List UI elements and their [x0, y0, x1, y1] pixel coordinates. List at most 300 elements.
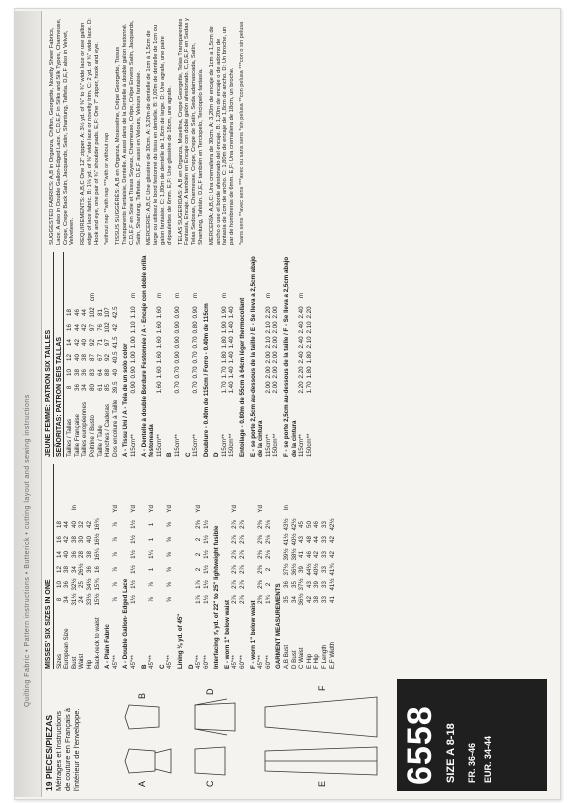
row-label: 150cm**	[272, 433, 280, 457]
row-value: 0.90	[173, 351, 181, 364]
row-value: 48	[305, 536, 313, 543]
row-value: 1⅞	[195, 595, 203, 604]
row-value: 16	[66, 324, 74, 331]
row-label: 115cm**	[192, 434, 200, 457]
row-value: 1¼	[148, 550, 156, 559]
row-value: 0.70	[173, 381, 181, 394]
row-value: 2.00	[272, 336, 280, 349]
table-row	[130, 464, 138, 669]
row-value: 1.10	[129, 321, 137, 334]
row-value: 2.40	[298, 351, 306, 364]
row-value: 1.40	[228, 306, 236, 319]
row-value: 33	[321, 581, 328, 588]
row-unit: Yd	[166, 505, 174, 513]
row-value: 80	[88, 384, 96, 391]
row-value: 34	[290, 596, 298, 603]
row-value: 42	[305, 596, 313, 603]
row-unit	[86, 505, 94, 517]
row-value: 45	[298, 521, 306, 528]
jeune-metrage	[122, 252, 313, 457]
suggested-fabrics: SUGGESTED FABRICS: A,B in Organza, Chiffon, Georgette, Novelty Sheer Fabrics, Lace. A also in Double Gallon-Edged Lace. C,D,E,F in Silks and Silk Types, Charmeuse, Crepe, Crepe Back Satin, Jacquards, Satin, Shantung, Taffeta. D,E,F also in Velvet, Velveteen.	[49, 18, 76, 245]
row-value: 0.90	[173, 321, 181, 334]
row-value: 2⅞	[239, 595, 247, 604]
row-value: 1.80	[220, 351, 228, 364]
row-label: Tailles / Tallas	[66, 418, 74, 457]
table-row	[71, 464, 79, 669]
table-row	[231, 464, 239, 669]
row-value: 8	[66, 385, 74, 390]
row-value: 64	[96, 369, 104, 376]
row-value: 1¾	[264, 595, 272, 604]
table-row	[195, 464, 203, 669]
row-value: 40	[73, 354, 81, 361]
telas-sugeridas: TELAS SUGERIDAS: A,B en Organza, Muselina, Crepe Georgette, Telas Transparentes Fantasía, Encaje. A también en Encaje con doble galón afestonado. C,D,E,F en Sedas y Telas Sedosas, Charmeuse, Crepe, Crepe de Satín, Seda adamascada, Satín, Shantung, Tafetán. D,E,F también en Terciopelo, Terciopelo fantasía.	[177, 18, 204, 245]
row-value: 36	[85, 566, 93, 573]
row-value: 1.60	[155, 381, 163, 394]
row-label: 60"**	[202, 655, 210, 669]
row-unit	[291, 505, 299, 517]
row-value: 16	[55, 536, 63, 543]
row-value: 10	[66, 369, 74, 376]
row-value: 1½	[129, 535, 137, 544]
row-value: 2⅞	[239, 565, 247, 574]
row-value: 40	[81, 339, 89, 346]
misses-column	[45, 464, 336, 669]
row-unit	[104, 293, 112, 305]
pattern-number: 6558	[401, 705, 439, 785]
misses-notes: *without nap **with nap ***with or without nap	[103, 132, 110, 245]
row-value: 44½	[305, 563, 313, 576]
row-value: 42	[111, 324, 119, 331]
row-value: 40	[111, 369, 119, 376]
row-value: 2.00	[264, 366, 272, 379]
section-title: Doublure - 0.40m de 115cm / Forro - 0.40m de 115cm	[202, 303, 210, 457]
row-label: Hanches / Caderas	[104, 404, 112, 457]
row-value: 40	[70, 521, 78, 528]
misses-yardage	[104, 464, 272, 669]
row-value: 2⅛	[264, 550, 272, 559]
row-value: 33	[321, 521, 328, 528]
row-label: Back-neck to waist	[93, 617, 101, 669]
row-value: 1	[148, 522, 156, 527]
row-value: 0.70	[192, 366, 200, 379]
row-unit	[63, 505, 71, 517]
row-value: 85	[104, 384, 112, 391]
row-value: 1½	[129, 550, 137, 559]
row-value: 1.40	[228, 366, 236, 379]
row-unit	[298, 505, 306, 517]
row-value: 2.40	[298, 321, 306, 334]
row-value: ⅞	[111, 581, 119, 588]
pieces-block	[45, 683, 81, 791]
row-label: E Hip	[305, 653, 313, 669]
row-value: 2⅞	[239, 550, 247, 559]
row-value: 43½	[283, 518, 291, 531]
row-value: 16½	[93, 533, 101, 546]
row-value: 40½	[313, 563, 321, 576]
row-value: 1.70	[305, 381, 313, 394]
row-value: 2⅞	[239, 535, 247, 544]
mercerie: MERCERIE: A,B,C Une glissière de 30cm. A: 3,20m de dentelle de 1cm à 1,5cm de large ou utilisez le bord festonné du tissu en dentelle. B: 1,00m de dentelle de 1cm ou galon fantaisie. C: 1,80m de dentelle de 1,8cm de large. D: Une agrafe, une paire d'épaulettes de 6mm. E,F: Une glissière de 18cm, une agrafe.	[146, 24, 173, 245]
row-label: 115cm**	[155, 434, 163, 457]
table-row	[283, 464, 291, 669]
row-value: 2.00	[272, 306, 280, 319]
row-value: 1.60	[155, 321, 163, 334]
row-unit: m	[173, 293, 181, 299]
row-value: 2⅜	[257, 595, 265, 604]
tissus-suggeres: TISSUS SUGGÉRÉS: A,B en Organza, Mousseline, Crêpe Georgette, Tissus Transparents Fantaisie, Dentelle. A aussi dans de la Dentelle à double galon festonné. C,D,E,F en Soie et Tissus Soyeux, Charmeuse, Crêpe, Crêpe Envers Satin, Jacquards, Satin, Shantung, Taffetas. D,E,F aussi en Velours, Velours fantaisie.	[115, 20, 142, 245]
row-value: 2.00	[272, 381, 280, 394]
row-value: ⅝	[166, 521, 174, 528]
view-illustrations	[115, 673, 395, 791]
row-value: ⅞	[148, 581, 156, 588]
row-value: 0.90	[192, 306, 200, 319]
row-label: D Bust	[290, 650, 298, 669]
row-label: 60"**	[239, 655, 247, 669]
row-value: 33	[321, 566, 328, 573]
row-value: 39	[313, 581, 321, 588]
table-row	[166, 464, 174, 669]
row-value: 2⅜	[257, 580, 265, 589]
row-value: 2.10	[264, 336, 272, 349]
section-title: D	[213, 452, 221, 457]
row-value: 2⅞	[231, 520, 239, 529]
row-label: Taille / Talle	[96, 425, 104, 457]
row-value: 2⅜	[257, 520, 265, 529]
row-value: 2.10	[264, 321, 272, 334]
row-unit	[313, 505, 321, 517]
row-value: 1.40	[228, 381, 236, 394]
row-value: ⅞	[111, 596, 119, 603]
row-value: ⅞	[148, 596, 156, 603]
row-value: 2⅞	[231, 580, 239, 589]
row-value: 2.10	[305, 336, 313, 349]
section-title: B	[166, 452, 174, 457]
row-value: ⅝	[166, 536, 174, 543]
row-value: 33	[321, 596, 328, 603]
row-value: 33	[321, 536, 328, 543]
row-label: 150cm**	[305, 433, 313, 457]
row-value: 41½	[283, 533, 291, 546]
row-unit	[94, 505, 102, 517]
row-value: 1.60	[155, 351, 163, 364]
section-title: Interfacing ⅞ yd. of 22" to 25" lightweight fusible	[213, 525, 221, 669]
row-value: 67	[96, 354, 104, 361]
row-unit: Yd	[129, 505, 137, 513]
row-value: 36	[70, 551, 78, 558]
table-row	[97, 252, 105, 457]
row-value: 34	[63, 596, 71, 603]
row-value: 2	[195, 537, 203, 542]
row-value: 2.20	[298, 381, 306, 394]
table-row	[203, 464, 211, 669]
table-row	[94, 464, 102, 669]
row-value: 1½	[202, 550, 210, 559]
size-eur: EUR. 34-44	[483, 735, 493, 783]
row-unit	[78, 505, 86, 517]
row-value: 0.70	[173, 366, 181, 379]
merceria: MERCERÍA: A,B,C: Una cremallera de 30cm. A: 3,20m de encaje de 1cm a 1,5cm de ancho o use el borde afestonado del encaje. B: 1,20m de encaje o de adorno de fantasía de 1cm de ancho. C: 1,80m de encaje de 1,8cm de ancho. D: Un broche, un par de hombreras de 6mm. E,F: Una cremallera de 18cm, un broche.	[208, 26, 236, 245]
row-value: 2⅞	[231, 550, 239, 559]
row-value: 61	[96, 384, 104, 391]
row-value: 42.5	[111, 306, 119, 319]
row-unit	[239, 505, 247, 517]
row-value: 102	[88, 307, 96, 318]
view-c-sketch	[195, 747, 225, 775]
row-value: 2⅜	[257, 535, 265, 544]
row-value: 2⅞	[231, 595, 239, 604]
row-label: Bust	[70, 656, 78, 669]
row-value: 81	[96, 309, 104, 316]
row-value: 1.40	[228, 351, 236, 364]
row-value: ⅝	[166, 596, 174, 603]
row-value: 1½	[202, 535, 210, 544]
table-row	[81, 252, 89, 457]
table-row	[257, 464, 265, 669]
row-value: 2⅝	[195, 520, 203, 529]
row-value: 1½	[202, 565, 210, 574]
table-row	[265, 252, 273, 457]
row-unit	[321, 505, 329, 517]
row-value: 16	[93, 566, 101, 573]
row-value: 14	[66, 339, 74, 346]
view-letter: B	[137, 692, 147, 699]
row-value: 38	[73, 369, 81, 376]
row-unit	[74, 293, 82, 305]
row-value: ⅞	[111, 536, 119, 543]
row-label: A,B Bust	[283, 644, 291, 669]
pieces-line: Métrages et Instructions	[54, 710, 63, 791]
row-label: 45"**	[148, 655, 156, 669]
row-label: Tailles européennes	[81, 401, 89, 457]
row-value: 76	[96, 324, 104, 331]
row-label: 60"**	[264, 655, 272, 669]
row-value: 42½	[328, 518, 336, 531]
row-value: 32	[78, 521, 86, 528]
section-title: A - Tissu Uni / A - Tela de un solo color	[122, 343, 130, 457]
row-value: 0.90	[173, 306, 181, 319]
row-value: 42	[85, 521, 93, 528]
section-title: A - Plain Fabric	[104, 624, 112, 669]
row-value: 33½	[85, 593, 93, 606]
row-value: ⅞	[111, 566, 119, 573]
row-value: 41	[328, 596, 336, 603]
pieces-line: de couture en Français à	[63, 708, 72, 791]
row-value: 44	[313, 536, 321, 543]
row-value: 38	[81, 354, 89, 361]
row-value: 1⅞	[195, 580, 203, 589]
row-value: 102	[104, 322, 112, 333]
row-unit: m	[129, 293, 137, 299]
row-unit: In	[70, 505, 78, 511]
row-value: 71	[96, 339, 104, 346]
row-value: 2⅞	[231, 535, 239, 544]
row-unit	[81, 293, 89, 305]
row-label: Hip	[85, 659, 93, 669]
row-value: 2⅛	[264, 535, 272, 544]
row-label: 45"**	[195, 655, 203, 669]
row-value: 36	[63, 581, 71, 588]
table-row	[192, 252, 200, 457]
row-unit	[112, 293, 120, 305]
table-row	[298, 252, 306, 457]
row-value: 50	[305, 521, 313, 528]
row-value: 97	[104, 339, 112, 346]
row-value: 1.40	[228, 336, 236, 349]
row-value: 41½	[328, 578, 336, 591]
row-unit	[56, 505, 64, 517]
view-letter: D	[205, 688, 215, 695]
row-label: C Waist	[298, 647, 306, 669]
row-value: 83	[88, 369, 96, 376]
top-strip	[15, 11, 42, 797]
row-value: 44	[81, 309, 89, 316]
row-value: 12	[66, 354, 74, 361]
table-row	[74, 252, 82, 457]
table-row	[156, 252, 164, 457]
row-value: 35	[290, 581, 298, 588]
table-row	[221, 252, 229, 457]
row-label: 45"**	[257, 655, 265, 669]
row-value: 36½	[298, 593, 306, 606]
row-value: 41	[298, 551, 306, 558]
garment-header: GARMENT MEASUREMENTS	[275, 583, 283, 669]
section-title: Entoilage - 0.80m de 55cm à 64cm léger thermocollant	[239, 297, 247, 457]
row-unit: Yd	[231, 505, 239, 513]
row-value: 28	[78, 551, 86, 558]
row-label: Waist	[78, 653, 86, 669]
row-label: F Length	[321, 644, 328, 669]
row-value: 2.00	[272, 351, 280, 364]
table-row	[239, 464, 247, 669]
row-value: 40.5	[111, 351, 119, 364]
row-label: 45"**	[111, 655, 119, 669]
row-value: 1½	[129, 565, 137, 574]
row-value: 10	[55, 581, 63, 588]
pieces-title: 19 PIECES/PIEZAS	[44, 714, 54, 791]
garment-table	[283, 464, 336, 669]
row-label: 115cm**	[129, 434, 137, 457]
table-row	[89, 252, 97, 457]
row-value: 18	[55, 521, 63, 528]
row-value: 26½	[78, 563, 86, 576]
table-row	[306, 464, 314, 669]
row-unit: Yd	[257, 505, 265, 513]
row-label: 115cm**	[173, 434, 181, 457]
row-label: 150cm**	[228, 433, 236, 457]
row-unit: m	[264, 293, 272, 299]
row-value: 37½	[283, 563, 291, 576]
row-value: 42½	[290, 518, 298, 531]
view-letter: F	[317, 685, 327, 691]
row-value: 0.90	[173, 336, 181, 349]
row-value: 33	[321, 551, 328, 558]
row-unit: m	[298, 293, 306, 299]
row-value: 1½	[202, 595, 210, 604]
row-value: 39.5	[111, 381, 119, 394]
row-value: 36	[283, 581, 291, 588]
row-unit	[329, 505, 337, 517]
row-value: 2⅛	[264, 520, 272, 529]
row-label: F Hip	[313, 654, 321, 669]
misses-header: MISSES' SIX SIZES IN ONE	[45, 464, 54, 669]
row-unit	[228, 293, 236, 305]
row-value: 2.10	[305, 321, 313, 334]
row-value: 12	[55, 566, 63, 573]
row-value: 0.70	[192, 381, 200, 394]
row-value: 38	[313, 596, 321, 603]
row-value: 0.90	[129, 381, 137, 394]
row-value: 46	[305, 551, 313, 558]
view-letter: A	[137, 780, 147, 787]
row-value: 41¾	[328, 563, 336, 576]
view-letter: C	[205, 780, 215, 787]
row-unit: In	[283, 505, 291, 511]
row-value: 15¾	[93, 578, 101, 591]
row-label: 45"**	[129, 655, 137, 669]
senoritas-header: SEÑORITAS: PATRON SEIS TALLAS	[56, 252, 65, 457]
row-value: ⅞	[111, 521, 119, 528]
row-value: 2	[195, 552, 203, 557]
row-value: 1	[148, 537, 156, 542]
row-unit: cm	[88, 293, 96, 302]
row-unit: Yd	[111, 505, 119, 513]
row-value: 1.40	[228, 321, 236, 334]
row-value: ⅝	[166, 581, 174, 588]
table-row	[66, 252, 74, 457]
row-value: 46	[313, 521, 321, 528]
row-value: 42	[328, 551, 336, 558]
row-value: 34½	[85, 578, 93, 591]
row-label: Poitrine / Busto	[88, 415, 96, 457]
table-row	[313, 464, 321, 669]
row-value: 1½	[202, 520, 210, 529]
section-title: C	[158, 664, 166, 669]
row-value: 1.10	[129, 306, 137, 319]
row-value: 38½	[290, 548, 298, 561]
row-value: 2.00	[272, 321, 280, 334]
row-value: 1.80	[220, 336, 228, 349]
row-value: 92	[104, 354, 112, 361]
row-value: 2	[264, 567, 272, 572]
row-value: 39½	[283, 548, 291, 561]
row-label: 115cm**	[264, 434, 272, 457]
row-value: 0.80	[192, 321, 200, 334]
pattern-envelope-back	[14, 8, 561, 800]
section-title: C	[184, 452, 192, 457]
jeune-column	[45, 252, 313, 457]
row-value: 25	[78, 581, 86, 588]
row-value: 15½	[93, 593, 101, 606]
row-value: 8	[55, 597, 63, 602]
section-title: A - Double Gallon- Edged Lace	[122, 578, 130, 669]
table-row	[148, 464, 156, 669]
row-value: 34	[81, 384, 89, 391]
row-unit: m	[192, 293, 200, 299]
row-value: 1.00	[129, 336, 137, 349]
section-title: B	[140, 664, 148, 669]
row-unit	[306, 293, 314, 305]
row-value: 0.70	[192, 351, 200, 364]
row-label: 115cm**	[298, 434, 306, 457]
row-value: 2.20	[298, 366, 306, 379]
row-value: 1.80	[305, 366, 313, 379]
row-value: 42	[81, 324, 89, 331]
section-title: F - worn 1" below waist	[249, 600, 257, 669]
row-value: 35	[283, 596, 291, 603]
row-value: 2.00	[264, 351, 272, 364]
row-value: 2.00	[272, 366, 280, 379]
